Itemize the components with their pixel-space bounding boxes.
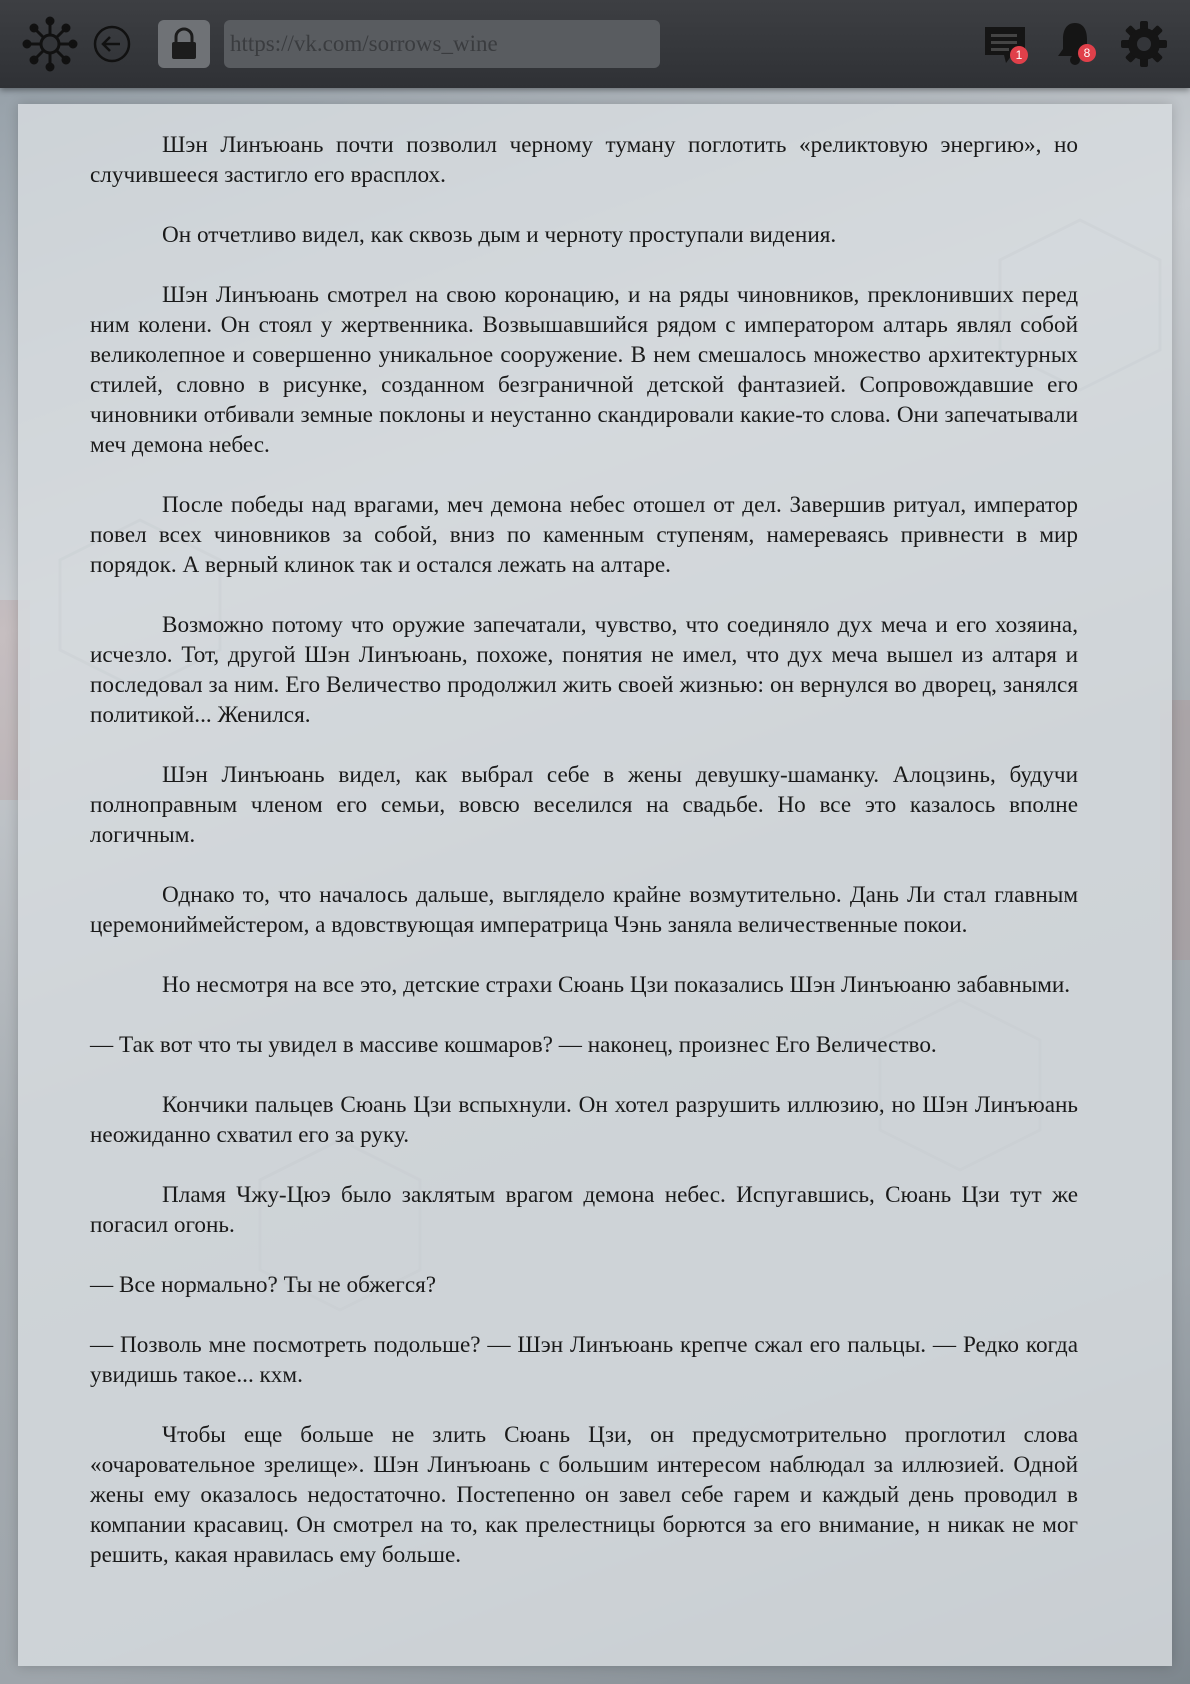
- notifications-button[interactable]: [1052, 18, 1098, 68]
- dialogue-line: — Так вот что ты увидел в массиве кошмаров? — наконец, произнес Его Величество.: [90, 1032, 937, 1058]
- messages-button[interactable]: [980, 20, 1030, 70]
- lock-button[interactable]: [158, 20, 210, 68]
- network-hub-icon[interactable]: [22, 16, 78, 72]
- paragraph: После победы над врагами, меч демона небес отошел от дел. Завершив ритуал, император повел всех чиновников за собой, вниз по каменным ступеням, намереваясь привнести в мир порядок. А верный клинок так и остался лежать на алтаре.: [90, 492, 1078, 578]
- paragraph: Чтобы еще больше не злить Сюань Цзи, он предусмотрительно проглотил слова «очаровательное зрелище». Шэн Линъюань с большим интересом наблюдал за иллюзией. Одной жены ему оказалось недостаточно. Постепенно он завел себе гарем и каждый день проводил в компании красавиц. Он смотрел на то, как прелестницы борются за его внимание, н никак не мог решить, какая нравилась ему больше.: [90, 1422, 1078, 1568]
- paragraph: Он отчетливо видел, как сквозь дым и черноту проступали видения.: [162, 222, 837, 248]
- paragraph: Шэн Линъюань видел, как выбрал себе в жены девушку-шаманку. Алоцзинь, будучи полноправным членом его семьи, вовсю веселился на свадьбе. Но все это казалось вполне логичным.: [90, 762, 1078, 848]
- messages-badge: 1: [1010, 46, 1028, 64]
- article-text: [90, 130, 1078, 1600]
- dialogue-line: — Все нормально? Ты не обжегся?: [90, 1272, 437, 1298]
- notifications-badge: 8: [1078, 44, 1096, 62]
- reading-panel: [18, 104, 1172, 1666]
- paragraph: Шэн Линъюань почти позволил черному туману поглотить «реликтовую энергию», но случившееся застигло его врасплох.: [90, 132, 1078, 188]
- paragraph: Однако то, что началось дальше, выглядело крайне возмутительно. Дань Ли стал главным церемониймейстером, а вдовствующая императрица Чэнь заняла величественные покои.: [90, 882, 1078, 938]
- paragraph: Кончики пальцев Сюань Цзи вспыхнули. Он хотел разрушить иллюзию, но Шэн Линъюань неожиданно схватил его за руку.: [90, 1092, 1078, 1148]
- paragraph: Возможно потому что оружие запечатали, чувство, что соединяло дух меча и его хозяина, исчезло. Тот, другой Шэн Линъюань, похоже, понятия не имел, что дух меча вышел из алтаря и последовал за ним. Его Величество продолжил жить своей жизнью: он вернулся во дворец, занялся политикой... Женился.: [90, 612, 1078, 728]
- lock-icon: [168, 27, 200, 61]
- paragraph: Шэн Линъюань смотрел на свою коронацию, и на ряды чиновников, преклонивших перед ним колени. Он стоял у жертвенника. Возвышавшийся рядом с императором алтарь являл собой великолепное и совершенно уникальное сооружение. В нем смешалось множество архитектурных стилей, словно в рисунке, созданном безграничной детской фантазией. Сопровождавшие его чиновники отбивали земные поклоны и неустанно скандировали какие-то слова. Они запечатывали меч демона небес.: [90, 282, 1078, 458]
- settings-button[interactable]: [1118, 18, 1170, 70]
- url-input[interactable]: [224, 20, 660, 68]
- back-arrow-icon[interactable]: [92, 24, 132, 64]
- paragraph: Пламя Чжу-Цюэ было заклятым врагом демона небес. Испугавшись, Сюань Цзи тут же погасил огонь.: [90, 1182, 1078, 1238]
- paragraph: Но несмотря на все это, детские страхи Сюань Цзи показались Шэн Линъюаню забавными.: [162, 972, 1071, 998]
- dialogue-line: — Позволь мне посмотреть подольше? — Шэн Линъюань крепче сжал его пальцы. — Редко когда увидишь такое... кхм.: [90, 1332, 1078, 1388]
- top-toolbar: [0, 0, 1190, 88]
- gear-icon: [1120, 20, 1168, 68]
